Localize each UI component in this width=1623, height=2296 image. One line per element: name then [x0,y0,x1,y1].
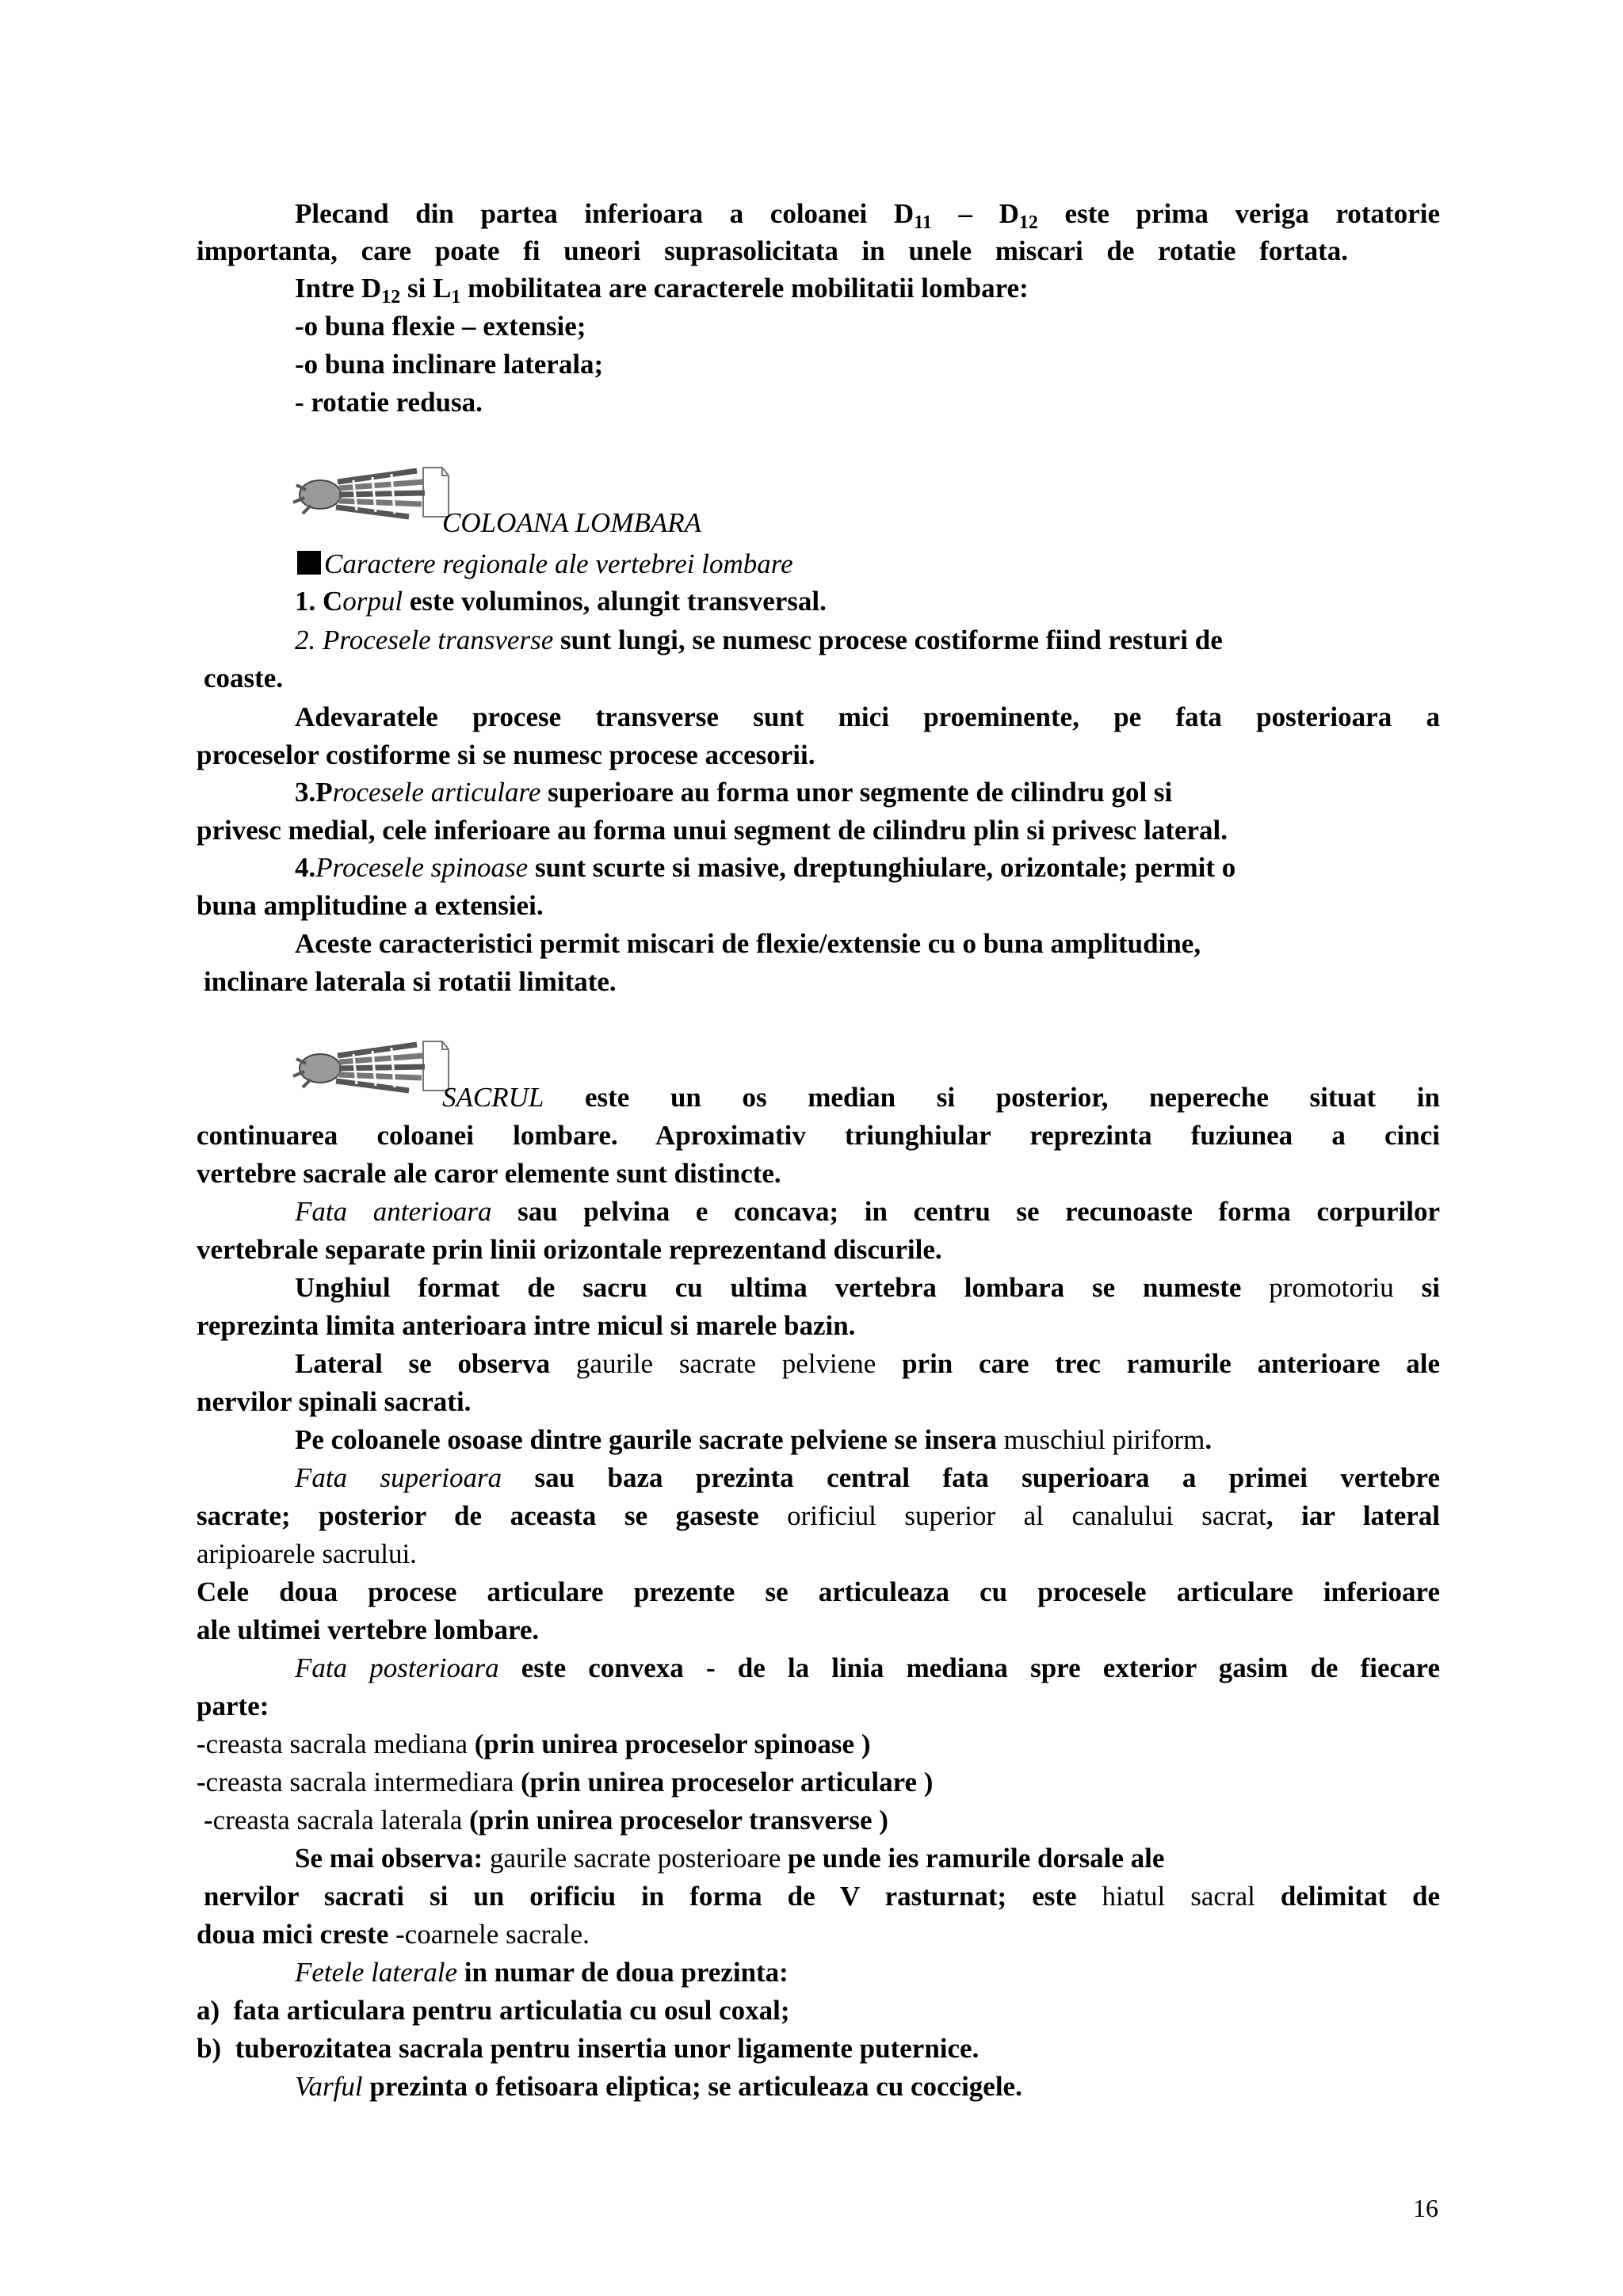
sacrul-line5: vertebrale separate prin linii orizontale reprezentand discurile. [197,1234,942,1265]
lombara-line2: 2. Procesele transverse sunt lungi, se numesc procese costiforme fiind resturi de [295,625,1223,655]
square-bullet-icon [297,551,321,575]
lombara-line3: coaste. [204,663,284,693]
lombara-line4: Adevaratele procese transverse sunt mici proeminente, pe fata posterioara a [295,701,1440,732]
sacrul-line22: nervilor sacrati si un orificiu in forma de V rasturnat; este hiatul sacral delimitat de [204,1881,1440,1912]
para1-line4: -o buna flexie – extensie; [295,311,586,342]
lombara-line6: 3.Procesele articulare superioare au forma unor segmente de cilindru gol si [295,777,1173,808]
page-number: 16 [1413,2194,1438,2222]
para1-line5: -o buna inclinare laterala; [295,349,604,380]
sacrul-line23: doua mici creste -coarnele sacrale. [197,1919,590,1950]
sacrul-line24: Fetele laterale in numar de doua prezinta: [295,1957,789,1988]
skeleton-hand-icon [290,461,453,525]
sacrul-line9: nervilor spinali sacrati. [197,1386,472,1417]
sacrul-line26: b) tuberozitatea sacrala pentru insertia unor ligamente puternice. [197,2033,980,2064]
sacrul-line1: SACRUL este un os median si posterior, nepereche situat in [442,1082,1440,1113]
sacrul-line15: ale ultimei vertebre lombare. [197,1614,540,1645]
sacrul-line13: aripioarele sacrului. [197,1538,417,1569]
para1-line2: importanta, care poate fi uneori suprasolicitata in unele miscari de rotatie fortata. [197,235,1348,266]
sacrul-line17: parte: [197,1690,269,1721]
lombara-title: COLOANA LOMBARA [442,507,701,538]
sacrul-line8: Lateral se observa gaurile sacrate pelviene prin care trec ramurile anterioare ale [295,1348,1440,1379]
sacrul-line6: Unghiul format de sacru cu ultima vertebra lombara se numeste promotoriu si [295,1272,1440,1303]
sacrul-line4: Fata anterioara sau pelvina e concava; in centru se recunoaste forma corpurilor [295,1196,1440,1227]
sacrul-line12: sacrate; posterior de aceasta se gaseste orificiul superior al canalului sacrat, iar lateral [197,1500,1440,1531]
lombara-line10: Aceste caracteristici permit miscari de flexie/extensie cu o buna amplitudine, [295,928,1201,959]
lombara-line5: proceselor costiforme si se numesc procese accesorii. [197,739,815,770]
para1-line3: Intre $D_{12}$ si $L_1$ mobilitatea are caracterele mobilitatii lombare: [295,273,1029,308]
sacrul-line10: Pe coloanele osoase dintre gaurile sacrate pelviene se insera muschiul piriform. [295,1424,1212,1455]
sacrul-line21: Se mai observa: gaurile sacrate posterioare pe unde ies ramurile dorsale ale [295,1843,1165,1874]
sacrul-line16: Fata posterioara este convexa - de la linia mediana spre exterior gasim de fiecare [295,1652,1440,1683]
sacrul-line25: a) fata articulara pentru articulatia cu osul coxal; [197,1995,790,2026]
lombara-line11: inclinare laterala si rotatii limitate. [204,966,617,997]
skeleton-hand-icon [290,1035,453,1098]
lombara-line9: buna amplitudine a extensiei. [197,890,544,921]
lombara-line1: 1. Corpul este voluminos, alungit transversal. [295,586,827,617]
lombara-line7: privesc medial, cele inferioare au forma unui segment de cilindru plin si privesc lateral. [197,815,1228,846]
sacrul-line19: -creasta sacrala intermediara (prin unirea proceselor articulare ) [197,1767,934,1797]
sacrul-line14: Cele doua procese articulare prezente se articuleaza cu procesele articulare inferioare [197,1576,1440,1607]
sacrul-line3: vertebre sacrale ale caror elemente sunt distincte. [197,1158,781,1189]
sacrul-line2: continuarea coloanei lombare. Aproximativ triunghiular reprezinta fuziunea a cinci [197,1120,1440,1151]
sacrul-line18: -creasta sacrala mediana (prin unirea proceselor spinoase ) [197,1729,871,1759]
lombara-line8: 4.Procesele spinoase sunt scurte si masive, dreptunghiulare, orizontale; permit o [295,852,1236,883]
sacrul-line11: Fata superioara sau baza prezinta central fata superioara a primei vertebre [295,1462,1440,1493]
lombara-bullet: Caractere regionale ale vertebrei lombare [297,546,793,583]
para1-line6: - rotatie redusa. [295,387,483,418]
para1-line1: Plecand din partea inferioara a coloanei $D_{11} - D_{12}$ este prima veriga rotatorie [295,198,1440,233]
sacrul-line27: Varful prezinta o fetisoara eliptica; se articuleaza cu coccigele. [295,2071,1022,2102]
sacrul-line20: -creasta sacrala laterala (prin unirea proceselor transverse ) [204,1805,888,1836]
sacrul-line7: reprezinta limita anterioara intre micul si marele bazin. [197,1310,856,1341]
